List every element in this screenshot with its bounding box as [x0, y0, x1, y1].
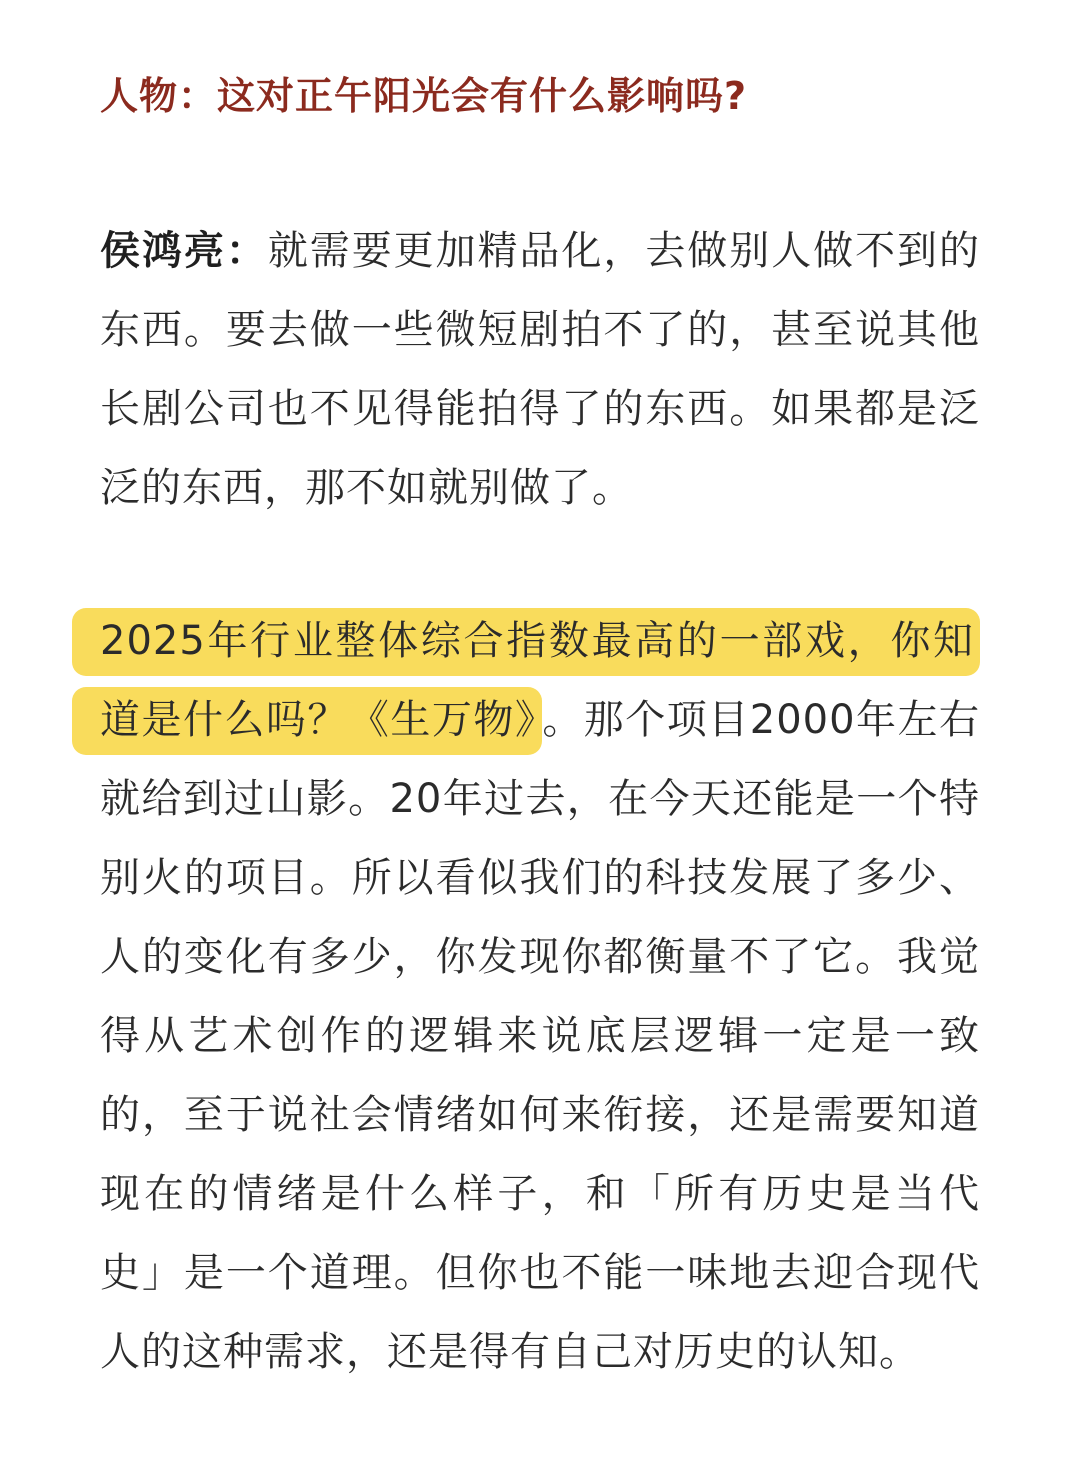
answer-paragraph-2	[100, 602, 980, 1392]
answer-paragraph	[100, 212, 980, 528]
answer-text-2: 。那个项目2000年左右就给到过山影。20年过去，在今天还能是一个特别火的项目。所以看似我们的科技发展了多少、人的变化有多少，你发现你都衡量不了它。我觉得从艺术创作的逻辑来说底层逻辑一定是一致的，至于说社会情绪如何来衔接，还是需要知道现在的情绪是什么样子，和「所有历史是当代史」是一个道理。但你也不能一味地去迎合现代人的这种需求，还是得有自己对历史的认知。	[100, 697, 980, 1375]
speaker-name: 侯鸿亮：	[100, 228, 268, 274]
question-heading: 人物：这对正午阳光会有什么影响吗?	[100, 74, 748, 118]
answer-text: 就需要更加精品化，去做别人做不到的东西。要去做一些微短剧拍不了的，甚至说其他长剧公司也不见得能拍得了的东西。如果都是泛泛的东西，那不如就别做了。	[100, 228, 981, 511]
highlighted-text: 2025年行业整体综合指数最高的一部戏，你知道是什么吗？《生万物》	[72, 608, 980, 755]
